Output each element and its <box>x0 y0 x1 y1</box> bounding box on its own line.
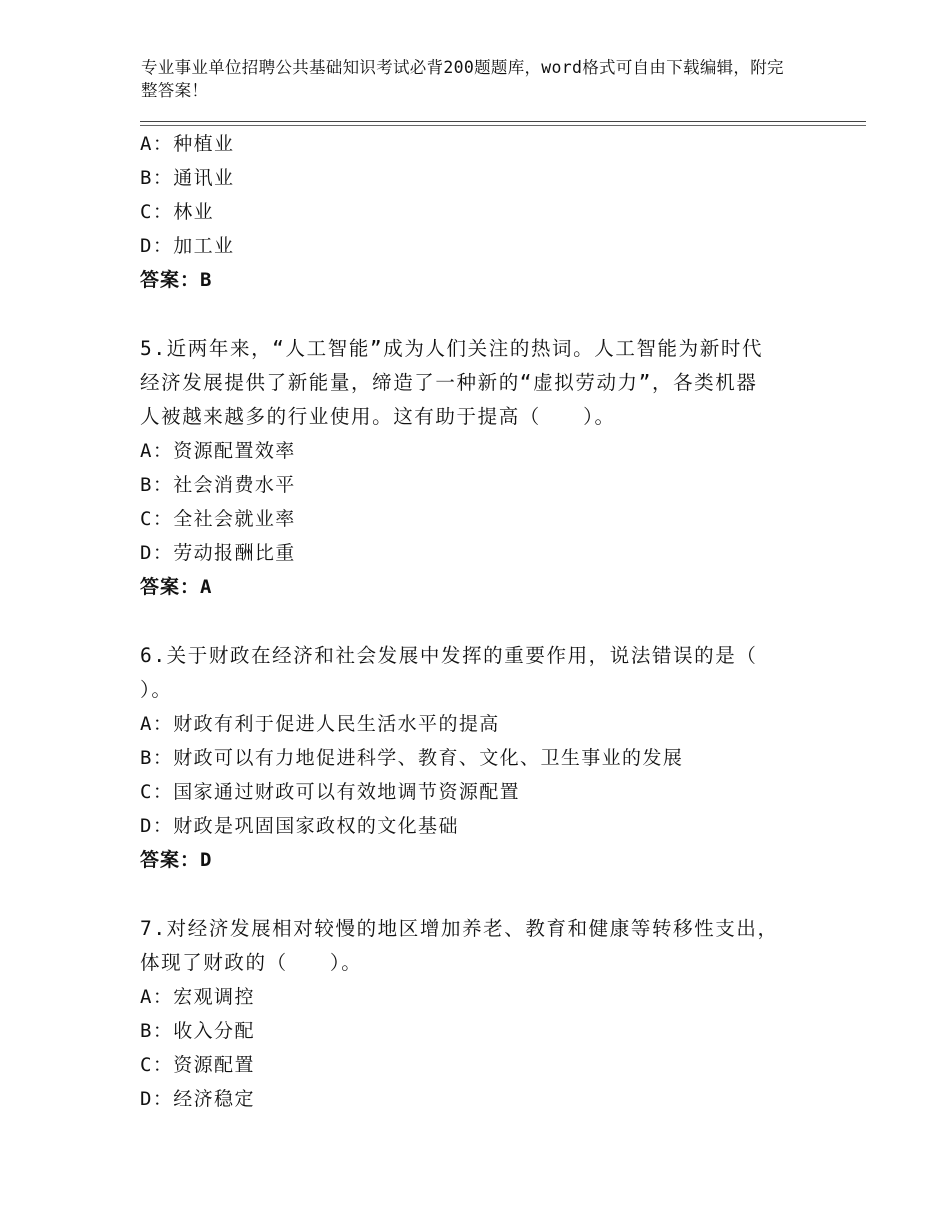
option-a: A：种植业 <box>140 133 235 155</box>
option-b: B：社会消费水平 <box>140 474 296 496</box>
document-header: 专业事业单位招聘公共基础知识考试必背200题题库，word格式可自由下载编辑，附完整答案！ <box>141 58 784 100</box>
option-a: A：资源配置效率 <box>140 440 296 462</box>
option-d: D：财政是巩固国家政权的文化基础 <box>140 815 459 837</box>
option-d: D：经济稳定 <box>140 1088 255 1110</box>
option-b: B：通讯业 <box>140 167 235 189</box>
option-c: C：资源配置 <box>140 1054 255 1076</box>
answer-line: 答案：D <box>140 849 213 871</box>
question-text-line: 体现了财政的（ ）。 <box>140 951 363 974</box>
question-5-block <box>140 332 800 604</box>
question-text-line: ）。 <box>140 678 173 701</box>
option-d: D：劳动报酬比重 <box>140 542 296 564</box>
question-text-line: 7.对经济发展相对较慢的地区增加养老、教育和健康等转移性支出， <box>140 917 779 940</box>
option-d: D：加工业 <box>140 235 235 257</box>
answer-line: 答案：A <box>140 576 213 598</box>
question-6-block <box>140 639 800 877</box>
option-c: C：全社会就业率 <box>140 508 296 530</box>
option-c: C：林业 <box>140 201 215 223</box>
header-rule-top <box>140 121 866 122</box>
option-a: A：财政有利于促进人民生活水平的提高 <box>140 713 500 735</box>
header-rule-bottom <box>140 125 866 126</box>
option-a: A：宏观调控 <box>140 986 255 1008</box>
question-7-block <box>140 912 800 1116</box>
option-b: B：财政可以有力地促进科学、教育、文化、卫生事业的发展 <box>140 747 684 769</box>
question-text-line: 5.近两年来，“人工智能”成为人们关注的热词。人工智能为新时代 <box>140 337 764 360</box>
question-text-line: 6.关于财政在经济和社会发展中发挥的重要作用，说法错误的是（ <box>140 644 758 667</box>
question-text-line: 经济发展提供了新能量，缔造了一种新的“虚拟劳动力”，各类机器 <box>140 371 758 394</box>
answer-line: 答案：B <box>140 269 213 291</box>
question-text-line: 人被越来越多的行业使用。这有助于提高（ ）。 <box>140 405 616 428</box>
option-c: C：国家通过财政可以有效地调节资源配置 <box>140 781 521 803</box>
document-body <box>140 127 800 1116</box>
prev-question-block <box>140 127 800 297</box>
option-b: B：收入分配 <box>140 1020 255 1042</box>
